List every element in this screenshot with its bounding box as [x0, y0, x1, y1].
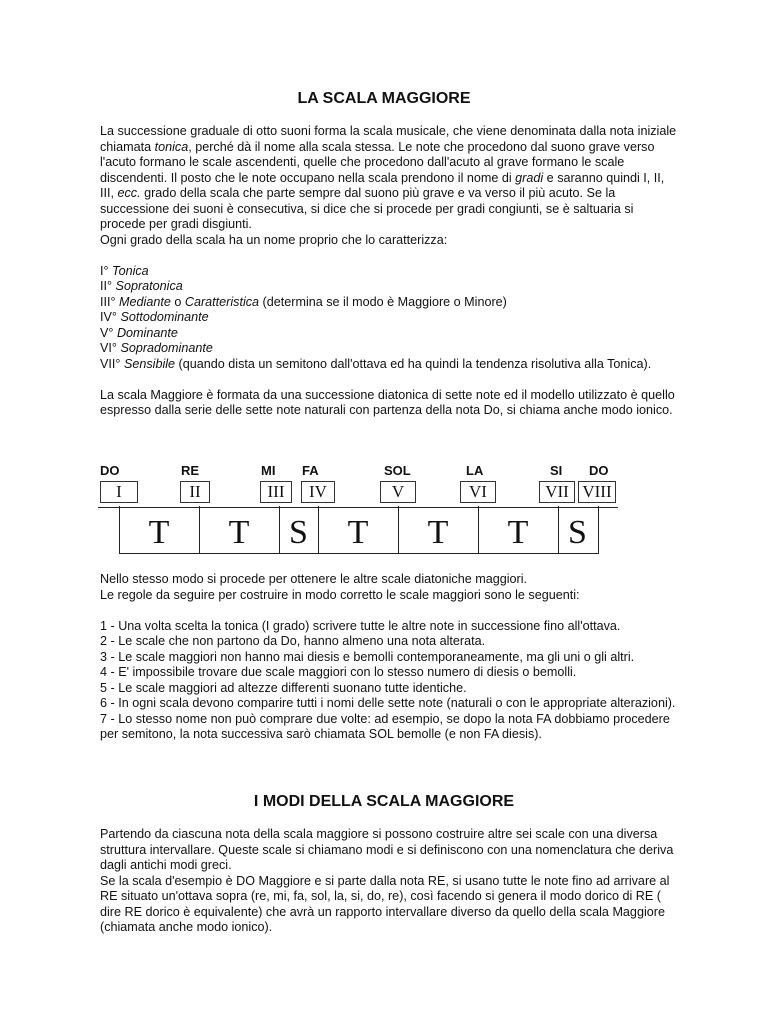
roman-numeral: VII [539, 481, 575, 503]
intro-section [100, 124, 680, 419]
intro-text-b: , perché dà il nome alla scala stessa. Le note che procedono dal suono grave verso l'acuto formano le scale ascendenti, quelle che procedono dall'acuto al grave formano le scale discendenti. Il posto che le note occupano nella scala prendono il nome di [100, 139, 655, 185]
roman-numeral: I [100, 481, 138, 503]
intro-ecc-word: ecc. [117, 186, 141, 200]
degree-item [100, 341, 680, 357]
note-label: MI [261, 463, 276, 478]
rule-item: 3 - Le scale maggiori non hanno mai diesis e bemolli contemporaneamente, ma gli uni o gli altri. [100, 649, 635, 664]
rule-item: 1 - Una volta scelta la tonica (I grado) scrivere tutte le altre note in successione fino all'ottava. [100, 618, 621, 633]
rules-intro-2: Le regole da seguire per costruire in modo corretto le scale maggiori sono le seguenti: [100, 587, 580, 602]
degree-item [100, 264, 680, 280]
note-label: FA [302, 463, 319, 478]
note-label: SOL [384, 463, 411, 478]
degree-conjunction: o [170, 294, 185, 309]
intro-text-d: grado della scala che parte sempre dal suono più grave e va verso il più acuto. Se la successione dei suoni è consecutiva, si dice che si procede per gradi congiunti, se è saltuaria si procede per gradi disgiunti. [100, 186, 634, 231]
degree-note: (quando dista un semitono dall'ottava ed ha quindi la tendenza risolutiva alla Tonica). [175, 356, 652, 371]
step-label: T [507, 514, 529, 551]
degree-note: (determina se il modo è Maggiore o Minore) [259, 294, 507, 309]
page-title: LA SCALA MAGGIORE [297, 90, 471, 107]
degree-number: III° [100, 294, 116, 309]
note-label: DO [589, 463, 609, 478]
intro-paragraph [100, 124, 680, 233]
rule-item: 4 - E' impossibile trovare due scale maggiori con lo stesso numero di diesis o bemolli. [100, 665, 577, 679]
degree-number: IV° [100, 310, 117, 324]
major-scale-diagram [98, 463, 618, 558]
degree-name: Sopratonica [115, 279, 183, 293]
degree-number: II° [100, 279, 113, 293]
step-label: T [427, 514, 449, 551]
degree-name: Mediante [119, 294, 171, 309]
rule-item: 7 - Lo stesso nome non può comprare due volte: ad esempio, se dopo la nota FA dobbiamo procedere per semitono, la nota successiva sarò chiamata SOL bemolle (e non FA diesis). [100, 711, 670, 741]
section-title: I MODI DELLA SCALA MAGGIORE [253, 793, 515, 810]
scale-paragraph: La scala Maggiore è formata da una successione diatonica di sette note ed il modello utilizzato è quello espresso dalla serie delle sette note naturali con partenza della nota Do, si chiama anche modo ionico. [100, 387, 675, 417]
degree-number: I° [100, 263, 109, 278]
step-label: T [228, 514, 250, 551]
roman-numeral: VI [460, 481, 496, 503]
roman-numeral: V [380, 481, 416, 503]
intro-paragraph-2: Ogni grado della scala ha un nome proprio che lo caratterizza: [100, 232, 448, 247]
degree-name: Sensibile [123, 356, 176, 371]
degree-item [100, 326, 680, 342]
note-label: DO [100, 463, 120, 478]
step-label: T [347, 514, 369, 551]
roman-numeral: II [180, 481, 210, 503]
roman-numeral: IV [301, 481, 335, 503]
degree-name: Sottodominante [120, 310, 209, 324]
step-label: T [148, 514, 170, 551]
step-label: S [568, 514, 587, 551]
roman-numeral: VIII [578, 481, 616, 503]
degree-name: Tonica [112, 263, 149, 278]
degree-number: VI° [100, 341, 117, 355]
degree-name: Sopradominante [120, 341, 213, 355]
degree-item [100, 310, 680, 326]
intro-gradi-word: gradi [515, 170, 544, 185]
degree-item [100, 279, 680, 295]
modi-paragraph-1: Partendo da ciascuna nota della scala maggiore si possono costruire altre sei scale con una diversa struttura intervallare. Queste scale si chiamano modi e si definiscono con una nomenclatura che deriva dagli antichi modi greci. [100, 827, 674, 872]
degree-item [100, 357, 680, 373]
note-label: RE [181, 463, 200, 478]
modi-paragraph-2: Se la scala d'esempio è DO Maggiore e si parte dalla nota RE, si usano tutte le note fino ad arrivare al RE situato un'ottava sopra (re, mi, fa, sol, la, si, do, re), così facendo si genera il modo dorico di RE ( dire RE dorico è equivalente) che avrà un rapporto intervallare diverso da quello della scala Maggiore (chiamata anche modo ionico). [100, 873, 670, 934]
rule-item: 2 - Le scale che non partono da Do, hanno almeno una nota alterata. [100, 634, 486, 648]
intro-text-c: e saranno quindi I, II, III, [100, 170, 665, 200]
roman-numeral: III [260, 481, 292, 503]
degree-number: V° [100, 325, 114, 340]
rules-section [100, 572, 680, 743]
degree-item [100, 295, 680, 311]
step-label: S [289, 514, 308, 551]
intro-tonica-word: tonica [154, 139, 189, 154]
rule-item: 6 - In ogni scala devono comparire tutti i nomi delle sette note (naturali o con le appropriate alterazioni). [100, 696, 676, 710]
note-label: LA [466, 463, 484, 478]
intro-text-a: La successione graduale di otto suoni forma la scala musicale, che viene denominata dalla nota iniziale chiamata [100, 124, 677, 154]
modi-section [100, 827, 680, 936]
rule-item: 5 - Le scale maggiori ad altezze differenti suonano tutte identiche. [100, 680, 467, 695]
rules-intro-1: Nello stesso modo si procede per ottenere le altre scale diatoniche maggiori. [100, 572, 528, 586]
degree-name: Dominante [116, 325, 178, 340]
note-label: SI [550, 463, 563, 478]
degree-list [100, 264, 680, 373]
degree-number: VII° [100, 356, 121, 371]
degree-name-alt: Caratteristica [184, 294, 260, 309]
